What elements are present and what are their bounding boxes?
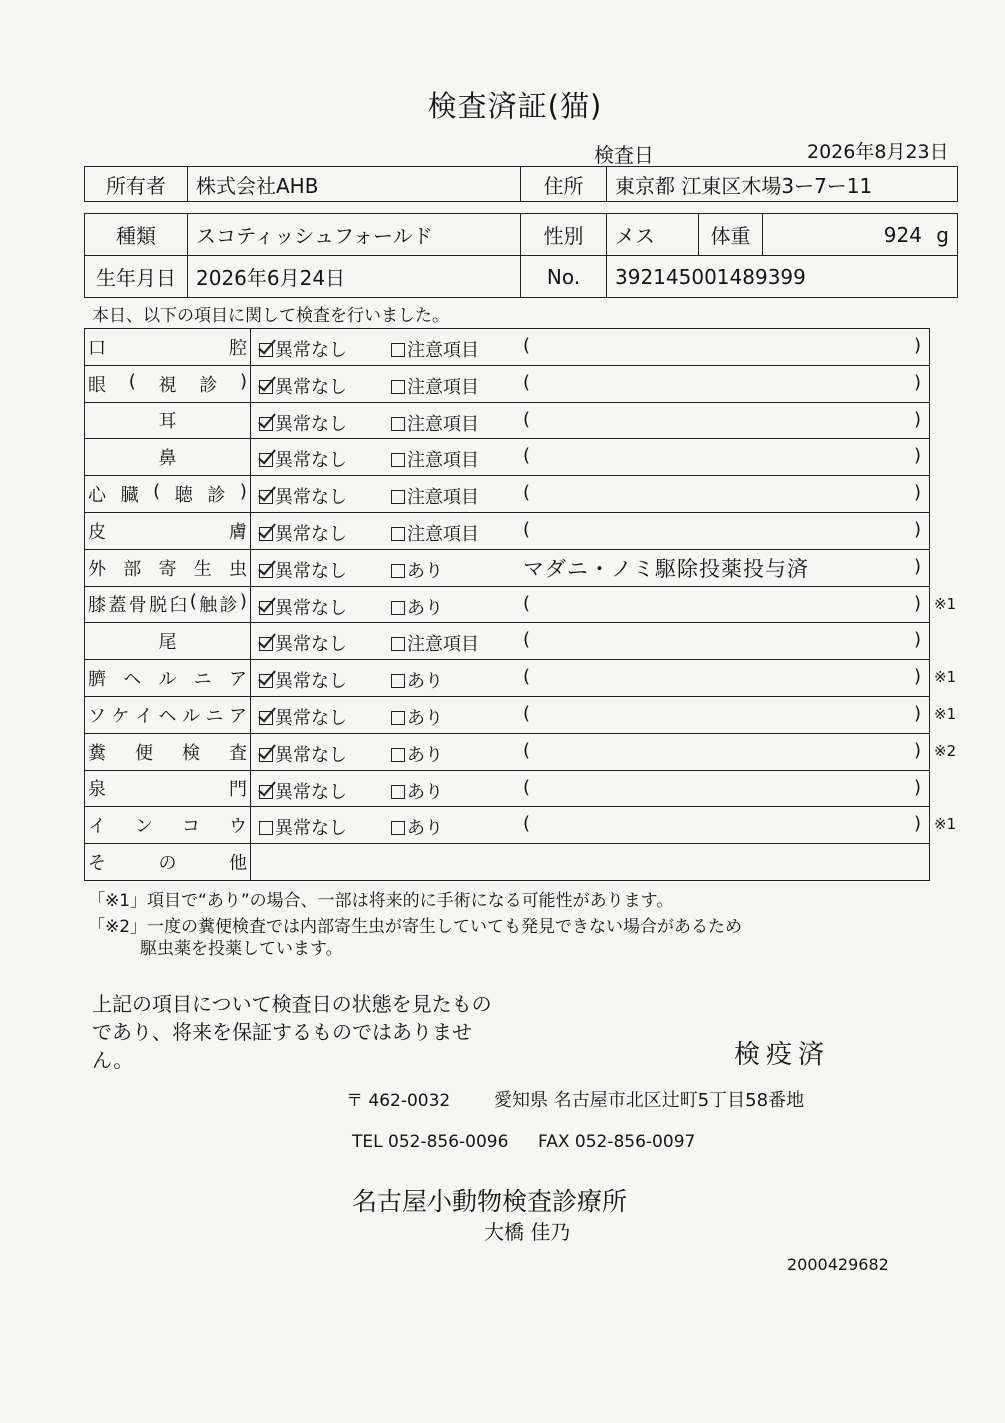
ok-option-label: 異常なし xyxy=(275,560,347,582)
footnote-2-cont: 駆虫薬を投薬しています。 xyxy=(140,939,343,959)
birth-label: 生年月日 xyxy=(85,256,188,298)
exam-row xyxy=(85,476,930,513)
exam-item-label xyxy=(85,696,251,733)
closing-statement: 上記の項目について検査日の状態を見たものであり、将来を保証するものではありません。 xyxy=(92,992,492,1072)
attention-option-label: あり xyxy=(407,671,443,693)
footnote-1: 「※1」項目で“あり”の場合、一部は将来的に手術になる可能性があります。 xyxy=(88,891,674,911)
exam-table xyxy=(84,328,930,881)
checkbox-icon xyxy=(391,380,405,394)
clinic-address: 愛知県 名古屋市北区辻町5丁目58番地 xyxy=(494,1090,805,1111)
exam-item-label xyxy=(85,439,251,476)
ok-option-label: 異常なし xyxy=(275,450,347,472)
exam-row xyxy=(85,512,930,549)
weight-unit: g xyxy=(936,222,949,247)
exam-item-result xyxy=(251,512,930,549)
birth-value: 2026年6月24日 xyxy=(188,256,521,298)
exam-item-label xyxy=(85,623,251,660)
attention-option-label: 注意項目 xyxy=(407,634,479,656)
other-label-text: そ の 他 xyxy=(88,853,247,875)
postal-code: 〒 462-0032 xyxy=(346,1091,451,1111)
exam-row xyxy=(85,549,930,586)
checkbox-icon xyxy=(391,637,405,651)
exam-item-label-text: 心 臓 ( 聴 診 ) xyxy=(88,481,247,507)
left-paren: ( xyxy=(523,518,531,540)
other-value xyxy=(251,844,930,881)
checkbox-icon xyxy=(259,821,273,835)
exam-item-result xyxy=(251,586,930,623)
owner-value: 株式会社AHB xyxy=(188,167,521,202)
checkbox-icon xyxy=(259,637,273,651)
ok-option-label: 異常なし xyxy=(275,523,347,545)
checkbox-icon xyxy=(391,453,405,467)
exam-item-result xyxy=(251,807,930,844)
ok-option-label: 異常なし xyxy=(275,707,347,729)
exam-item-label xyxy=(85,329,251,366)
exam-item-label xyxy=(85,660,251,697)
left-paren: ( xyxy=(523,335,531,356)
right-paren: ) xyxy=(913,555,921,577)
ok-option-label: 異常なし xyxy=(275,781,347,803)
checkbox-icon xyxy=(391,490,405,504)
exam-item-label-text: イ ン コ ウ xyxy=(88,816,247,838)
ok-option xyxy=(259,741,347,767)
ok-option-label: 異常なし xyxy=(275,744,347,766)
exam-item-label xyxy=(85,365,251,402)
exam-item-label-text: 尾 xyxy=(158,632,177,654)
tel-number: TEL 052-856-0096 xyxy=(352,1132,509,1152)
exam-item-label-text: 眼 ( 視 診 ) xyxy=(88,370,247,396)
ok-option-label: 異常なし xyxy=(275,818,347,840)
right-paren: ) xyxy=(913,335,921,356)
checkbox-icon xyxy=(391,674,405,688)
serial-number: 2000429682 xyxy=(787,1255,889,1274)
exam-row xyxy=(85,439,930,476)
attention-option-label: 注意項目 xyxy=(407,523,479,545)
checkbox-icon xyxy=(391,601,405,615)
checkbox-icon xyxy=(259,601,273,615)
right-paren: ) xyxy=(913,629,921,651)
attention-option-label: 注意項目 xyxy=(407,450,479,472)
ok-option xyxy=(259,814,347,840)
right-paren: ) xyxy=(913,371,921,393)
ok-option xyxy=(259,778,347,804)
no-label: No. xyxy=(521,256,607,298)
exam-item-result xyxy=(251,439,930,476)
footnote-mark: ※1 xyxy=(934,668,957,687)
exam-item-label-text: 膝 蓋 骨 脱 臼 ( 触 診 ) xyxy=(88,591,247,617)
breed-value: スコティッシュフォールド xyxy=(188,214,521,256)
left-paren: ( xyxy=(523,813,531,835)
exam-item-label-text: 泉 門 xyxy=(88,779,247,801)
owner-table xyxy=(84,166,958,202)
page-title: 検査済証(猫) xyxy=(427,89,603,123)
exam-item-label-text: 口 腔 xyxy=(88,337,247,359)
attention-option xyxy=(391,667,443,693)
ok-option xyxy=(259,373,347,399)
exam-row xyxy=(85,329,930,366)
attention-option xyxy=(391,446,479,472)
attention-option-label: あり xyxy=(407,707,443,729)
exam-item-result xyxy=(251,770,930,807)
fax-number: FAX 052-856-0097 xyxy=(538,1132,696,1152)
footnote-mark: ※1 xyxy=(934,705,957,723)
left-paren: ( xyxy=(523,666,531,688)
attention-option xyxy=(391,704,443,730)
checkbox-icon xyxy=(391,417,405,431)
attention-option-label: あり xyxy=(407,744,443,766)
left-paren: ( xyxy=(523,371,531,393)
right-paren: ) xyxy=(913,739,921,761)
checkbox-icon xyxy=(259,343,273,357)
exam-item-result xyxy=(251,329,930,366)
exam-item-label-text: 臍 ヘ ル ニ ア xyxy=(88,669,247,691)
right-paren: ) xyxy=(913,776,921,798)
checkbox-icon xyxy=(259,564,273,578)
ok-option-label: 異常なし xyxy=(275,597,347,619)
checkbox-icon xyxy=(259,711,273,725)
exam-item-label xyxy=(85,549,251,586)
checkbox-icon xyxy=(259,380,273,394)
exam-row xyxy=(85,807,930,844)
owner-label: 所有者 xyxy=(85,167,188,202)
exam-item-label xyxy=(85,770,251,807)
attention-option xyxy=(391,520,479,546)
ok-option xyxy=(259,520,347,546)
footnote-mark: ※1 xyxy=(934,815,957,834)
exam-row xyxy=(85,623,930,660)
left-paren: ( xyxy=(523,482,531,504)
exam-item-result xyxy=(251,623,930,660)
ok-option-label: 異常なし xyxy=(275,413,347,435)
attention-option xyxy=(391,778,443,804)
ok-option-label: 異常なし xyxy=(275,671,347,693)
exam-item-result xyxy=(251,476,930,513)
attention-option xyxy=(391,814,443,840)
attention-option xyxy=(391,630,479,656)
exam-row xyxy=(85,733,930,770)
checkbox-icon xyxy=(259,417,273,431)
ok-option xyxy=(259,630,347,656)
checkbox-icon xyxy=(259,453,273,467)
exam-item-result xyxy=(251,549,930,586)
attention-option-label: あり xyxy=(407,818,443,840)
checkbox-icon xyxy=(391,821,405,835)
breed-label: 種類 xyxy=(85,214,188,256)
attention-option-label: 注意項目 xyxy=(407,376,479,398)
exam-item-label-text: ソ ケ イ ヘ ル ニ ア xyxy=(88,705,247,727)
attention-option xyxy=(391,557,443,583)
ok-option xyxy=(259,667,347,693)
ok-option xyxy=(259,410,347,436)
ok-option-label: 異常なし xyxy=(275,634,347,656)
exam-date-label: 検査日 xyxy=(594,143,654,167)
other-label xyxy=(85,844,251,881)
ok-option xyxy=(259,557,347,583)
exam-item-label xyxy=(85,807,251,844)
attention-option xyxy=(391,410,479,436)
pet-table xyxy=(84,213,958,298)
exam-item-result xyxy=(251,402,930,439)
intro-text: 本日、以下の項目に関して検査を行いました。 xyxy=(92,306,449,326)
right-paren: ) xyxy=(913,518,921,540)
no-value: 392145001489399 xyxy=(607,256,958,298)
checkbox-icon xyxy=(391,564,405,578)
exam-row xyxy=(85,586,930,623)
checkbox-icon xyxy=(259,490,273,504)
exam-item-result xyxy=(251,365,930,402)
exam-row-other xyxy=(85,844,930,881)
exam-item-label-text: 糞 便 検 査 xyxy=(88,742,247,764)
ok-option xyxy=(259,704,347,730)
exam-item-label xyxy=(85,586,251,623)
footnote-mark: ※2 xyxy=(934,741,957,760)
sex-value: メス xyxy=(607,214,699,256)
attention-option xyxy=(391,336,479,362)
address-label: 住所 xyxy=(521,167,607,202)
checkbox-icon xyxy=(259,674,273,688)
person-name: 大橋 佳乃 xyxy=(484,1220,571,1244)
left-paren: ( xyxy=(523,629,531,651)
checkbox-icon xyxy=(259,785,273,799)
exam-item-label-text: 皮 膚 xyxy=(88,521,247,543)
sex-label: 性別 xyxy=(521,214,607,256)
attention-option xyxy=(391,594,443,620)
exam-item-label xyxy=(85,512,251,549)
ok-option xyxy=(259,446,347,472)
checkbox-icon xyxy=(391,711,405,725)
attention-option-label: 注意項目 xyxy=(407,413,479,435)
right-paren: ) xyxy=(913,813,921,835)
right-paren: ) xyxy=(913,666,921,688)
attention-option xyxy=(391,373,479,399)
clinic-name: 名古屋小動物検査診療所 xyxy=(352,1187,628,1216)
weight-label: 体重 xyxy=(699,214,763,256)
footnote-mark: ※1 xyxy=(934,594,957,613)
exam-item-label xyxy=(85,402,251,439)
exam-item-label-text: 外 部 寄 生 虫 xyxy=(88,558,247,580)
ok-option-label: 異常なし xyxy=(275,487,347,509)
left-paren: ( xyxy=(523,702,531,724)
checkbox-icon xyxy=(391,748,405,762)
exam-item-label-text: 鼻 xyxy=(158,448,177,470)
exam-item-label-text: 耳 xyxy=(158,411,177,433)
checkbox-icon xyxy=(391,527,405,541)
checkbox-icon xyxy=(259,527,273,541)
left-paren: ( xyxy=(523,592,531,614)
weight-value: 924 xyxy=(883,222,922,247)
right-paren: ) xyxy=(913,592,921,614)
attention-option-label: 注意項目 xyxy=(407,487,479,509)
exam-item-result xyxy=(251,660,930,697)
exam-row xyxy=(85,365,930,402)
checkbox-icon xyxy=(391,785,405,799)
attention-option-label: あり xyxy=(407,597,443,619)
exam-item-label xyxy=(85,733,251,770)
exam-date: 2026年8月23日 xyxy=(807,141,949,163)
quarantine-stamp: 検疫済 xyxy=(734,1040,831,1070)
right-paren: ) xyxy=(913,482,921,504)
ok-option-label: 異常なし xyxy=(275,376,347,398)
address-value: 東京都 江東区木場3ー7ー11 xyxy=(607,167,958,202)
exam-row xyxy=(85,660,930,697)
right-paren: ) xyxy=(913,445,921,467)
right-paren: ) xyxy=(913,408,921,430)
exam-item-result xyxy=(251,696,930,733)
exam-row xyxy=(85,770,930,807)
attention-option-label: あり xyxy=(407,560,443,582)
left-paren: ( xyxy=(523,408,531,430)
ok-option-label: 異常なし xyxy=(275,340,347,361)
exam-item-result xyxy=(251,733,930,770)
footnote-2: 「※2」一度の糞便検査では内部寄生虫が寄生していても発見できない場合があるため xyxy=(88,917,743,937)
weight-cell xyxy=(763,214,958,256)
left-paren: ( xyxy=(523,739,531,761)
left-paren: ( xyxy=(523,445,531,467)
exam-item-label xyxy=(85,476,251,513)
checkbox-icon xyxy=(259,748,273,762)
checkbox-icon xyxy=(391,343,405,357)
attention-option-label: あり xyxy=(407,781,443,803)
left-paren: ( xyxy=(523,776,531,798)
right-paren: ) xyxy=(913,702,921,724)
attention-option-label: 注意項目 xyxy=(407,340,479,361)
attention-option xyxy=(391,483,479,509)
ok-option xyxy=(259,483,347,509)
exam-row xyxy=(85,402,930,439)
ok-option xyxy=(259,336,347,362)
attention-option xyxy=(391,741,443,767)
exam-note: マダニ・ノミ駆除投薬投与済 xyxy=(523,556,809,581)
exam-row xyxy=(85,696,930,733)
ok-option xyxy=(259,594,347,620)
